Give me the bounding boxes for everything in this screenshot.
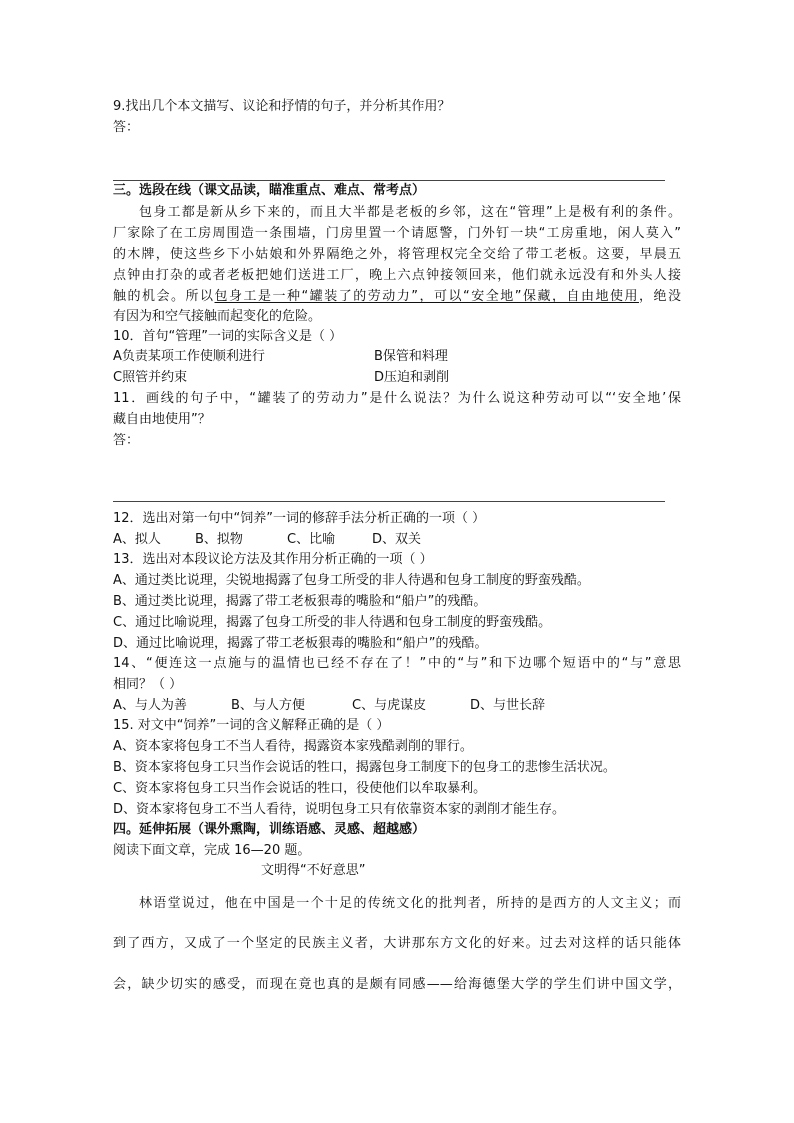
passage-line-underlined — [113, 287, 681, 307]
q13-question: 13．选出对本段议论方法及其作用分析正确的一项（ ） — [113, 552, 433, 567]
article-title: 文明得“不好意思” — [261, 863, 366, 878]
article-line: 到了西方，又成了一个坚定的民族主义者，大讲那东方文化的好来。过去对这样的话只能体 — [113, 936, 681, 951]
q15-question: 15. 对文中“饲养”一词的含义解释正确的是（ ） — [113, 718, 390, 733]
passage-line: 包身工都是新从乡下来的，而且大半都是老板的乡邻，这在“管理”上是极有利的条件。 — [139, 205, 681, 220]
q14-option-d: D、与世长辞 — [470, 698, 546, 713]
q12-question: 12．选出对第一句中“饲养”一词的修辞手法分析正确的一项（ ） — [113, 511, 486, 526]
passage-line: 点钟由打杂的或者老板把她们送进工厂，晚上六点钟接领回来，他们就永远没有和外头人接 — [113, 268, 681, 283]
q13-option-a: A、通过类比说理，尖锐地揭露了包身工所受的非人待遇和包身工制度的野蛮残酷。 — [113, 573, 590, 588]
q13-option-d: D、通过比喻说理，揭露了带工老板狠毒的嘴脸和“船户”的残酷。 — [113, 636, 488, 651]
q12-option-b: B、拟物 — [195, 532, 243, 547]
answer-line — [113, 501, 665, 502]
underlined-sentence: 包身工是一种“罐装了的劳动力”，可以“安全地”保藏，自由地使用 — [214, 289, 639, 304]
passage-line: 厂家除了在工房周围造一条围墙，门房里置一个请愿警，门外钉一块“工房重地，闲人莫入” — [113, 226, 681, 241]
q12-option-d: D、双关 — [372, 532, 422, 547]
passage-text: 触的机会。所以 — [113, 289, 215, 304]
article-line: 会，缺少切实的感受，而现在竟也真的是颇有同感——给海德堡大学的学生们讲中国文学， — [113, 977, 681, 992]
passage-line: 有因为和空气接触而起变化的危险。 — [113, 309, 322, 324]
q9-answer-label: 答： — [113, 120, 140, 135]
q14-option-a: A、与人为善 — [113, 698, 187, 713]
section-3-heading: 三。选段在线（课文品读，瞄准重点、难点、常考点） — [113, 183, 426, 198]
q14-question-cont: 相同？（ ） — [113, 677, 183, 692]
q10-option-b: B保管和料理 — [374, 349, 448, 364]
q13-option-c: C、通过比喻说理，揭露了包身工所受的非人待遇和包身工制度的野蛮残酷。 — [113, 615, 552, 630]
passage-line: 的木牌，使这些乡下小姑娘和外界隔绝之外，将管理权完全交给了带工老板。这要，早晨五 — [113, 247, 681, 262]
q10-question: 10．首句“管理”一词的实际含义是（ ） — [113, 329, 343, 344]
q15-option-d: D、资本家将包身工不当人看待，说明包身工只有依靠资本家的剥削才能生存。 — [113, 802, 566, 817]
q11-question: 11．画线的句子中，“罐装了的劳动力”是什么说法？为什么说这种劳动可以“‘安全地’保 — [113, 391, 681, 406]
q11-answer-label: 答： — [113, 433, 140, 448]
passage-text: ，绝没 — [638, 289, 681, 304]
q15-option-a: A、资本家将包身工不当人看待，揭露资本家残酷剥削的罪行。 — [113, 739, 473, 754]
q14-option-c: C、与虎谋皮 — [352, 698, 427, 713]
reading-instruction: 阅读下面文章，完成 16—20 题。 — [113, 843, 311, 858]
q15-option-c: C、资本家将包身工只当作会说话的牲口，役使他们以牟取暴利。 — [113, 781, 487, 796]
q10-option-c: C照管并约束 — [113, 370, 188, 385]
q11-question-cont: 藏自由地使用”？ — [113, 412, 211, 427]
q10-option-d: D压迫和剥削 — [374, 370, 450, 385]
article-line: 林语堂说过，他在中国是一个十足的传统文化的批判者，所持的是西方的人文主义；而 — [139, 896, 681, 911]
q13-option-b: B、通过类比说理，揭露了带工老板狠毒的嘴脸和“船户”的残酷。 — [113, 594, 487, 609]
q14-question: 14、“便连这一点施与的温情也已经不存在了！”中的“与”和下边哪个短语中的“与”意思 — [113, 656, 681, 671]
q15-option-b: B、资本家将包身工只当作会说话的牲口，揭露包身工制度下的包身工的悲惨生活状况。 — [113, 760, 616, 775]
q14-option-b: B、与人方便 — [231, 698, 305, 713]
q12-option-c: C、比喻 — [287, 532, 336, 547]
q10-option-a: A负责某项工作使顺利进行 — [113, 349, 265, 364]
section-4-heading: 四。延伸拓展（课外熏陶，训练语感、灵感、超越感） — [113, 822, 426, 837]
q9-question: 9.找出几个本文描写、议论和抒情的句子，并分析其作用？ — [113, 99, 451, 114]
q12-option-a: A、拟人 — [113, 532, 161, 547]
